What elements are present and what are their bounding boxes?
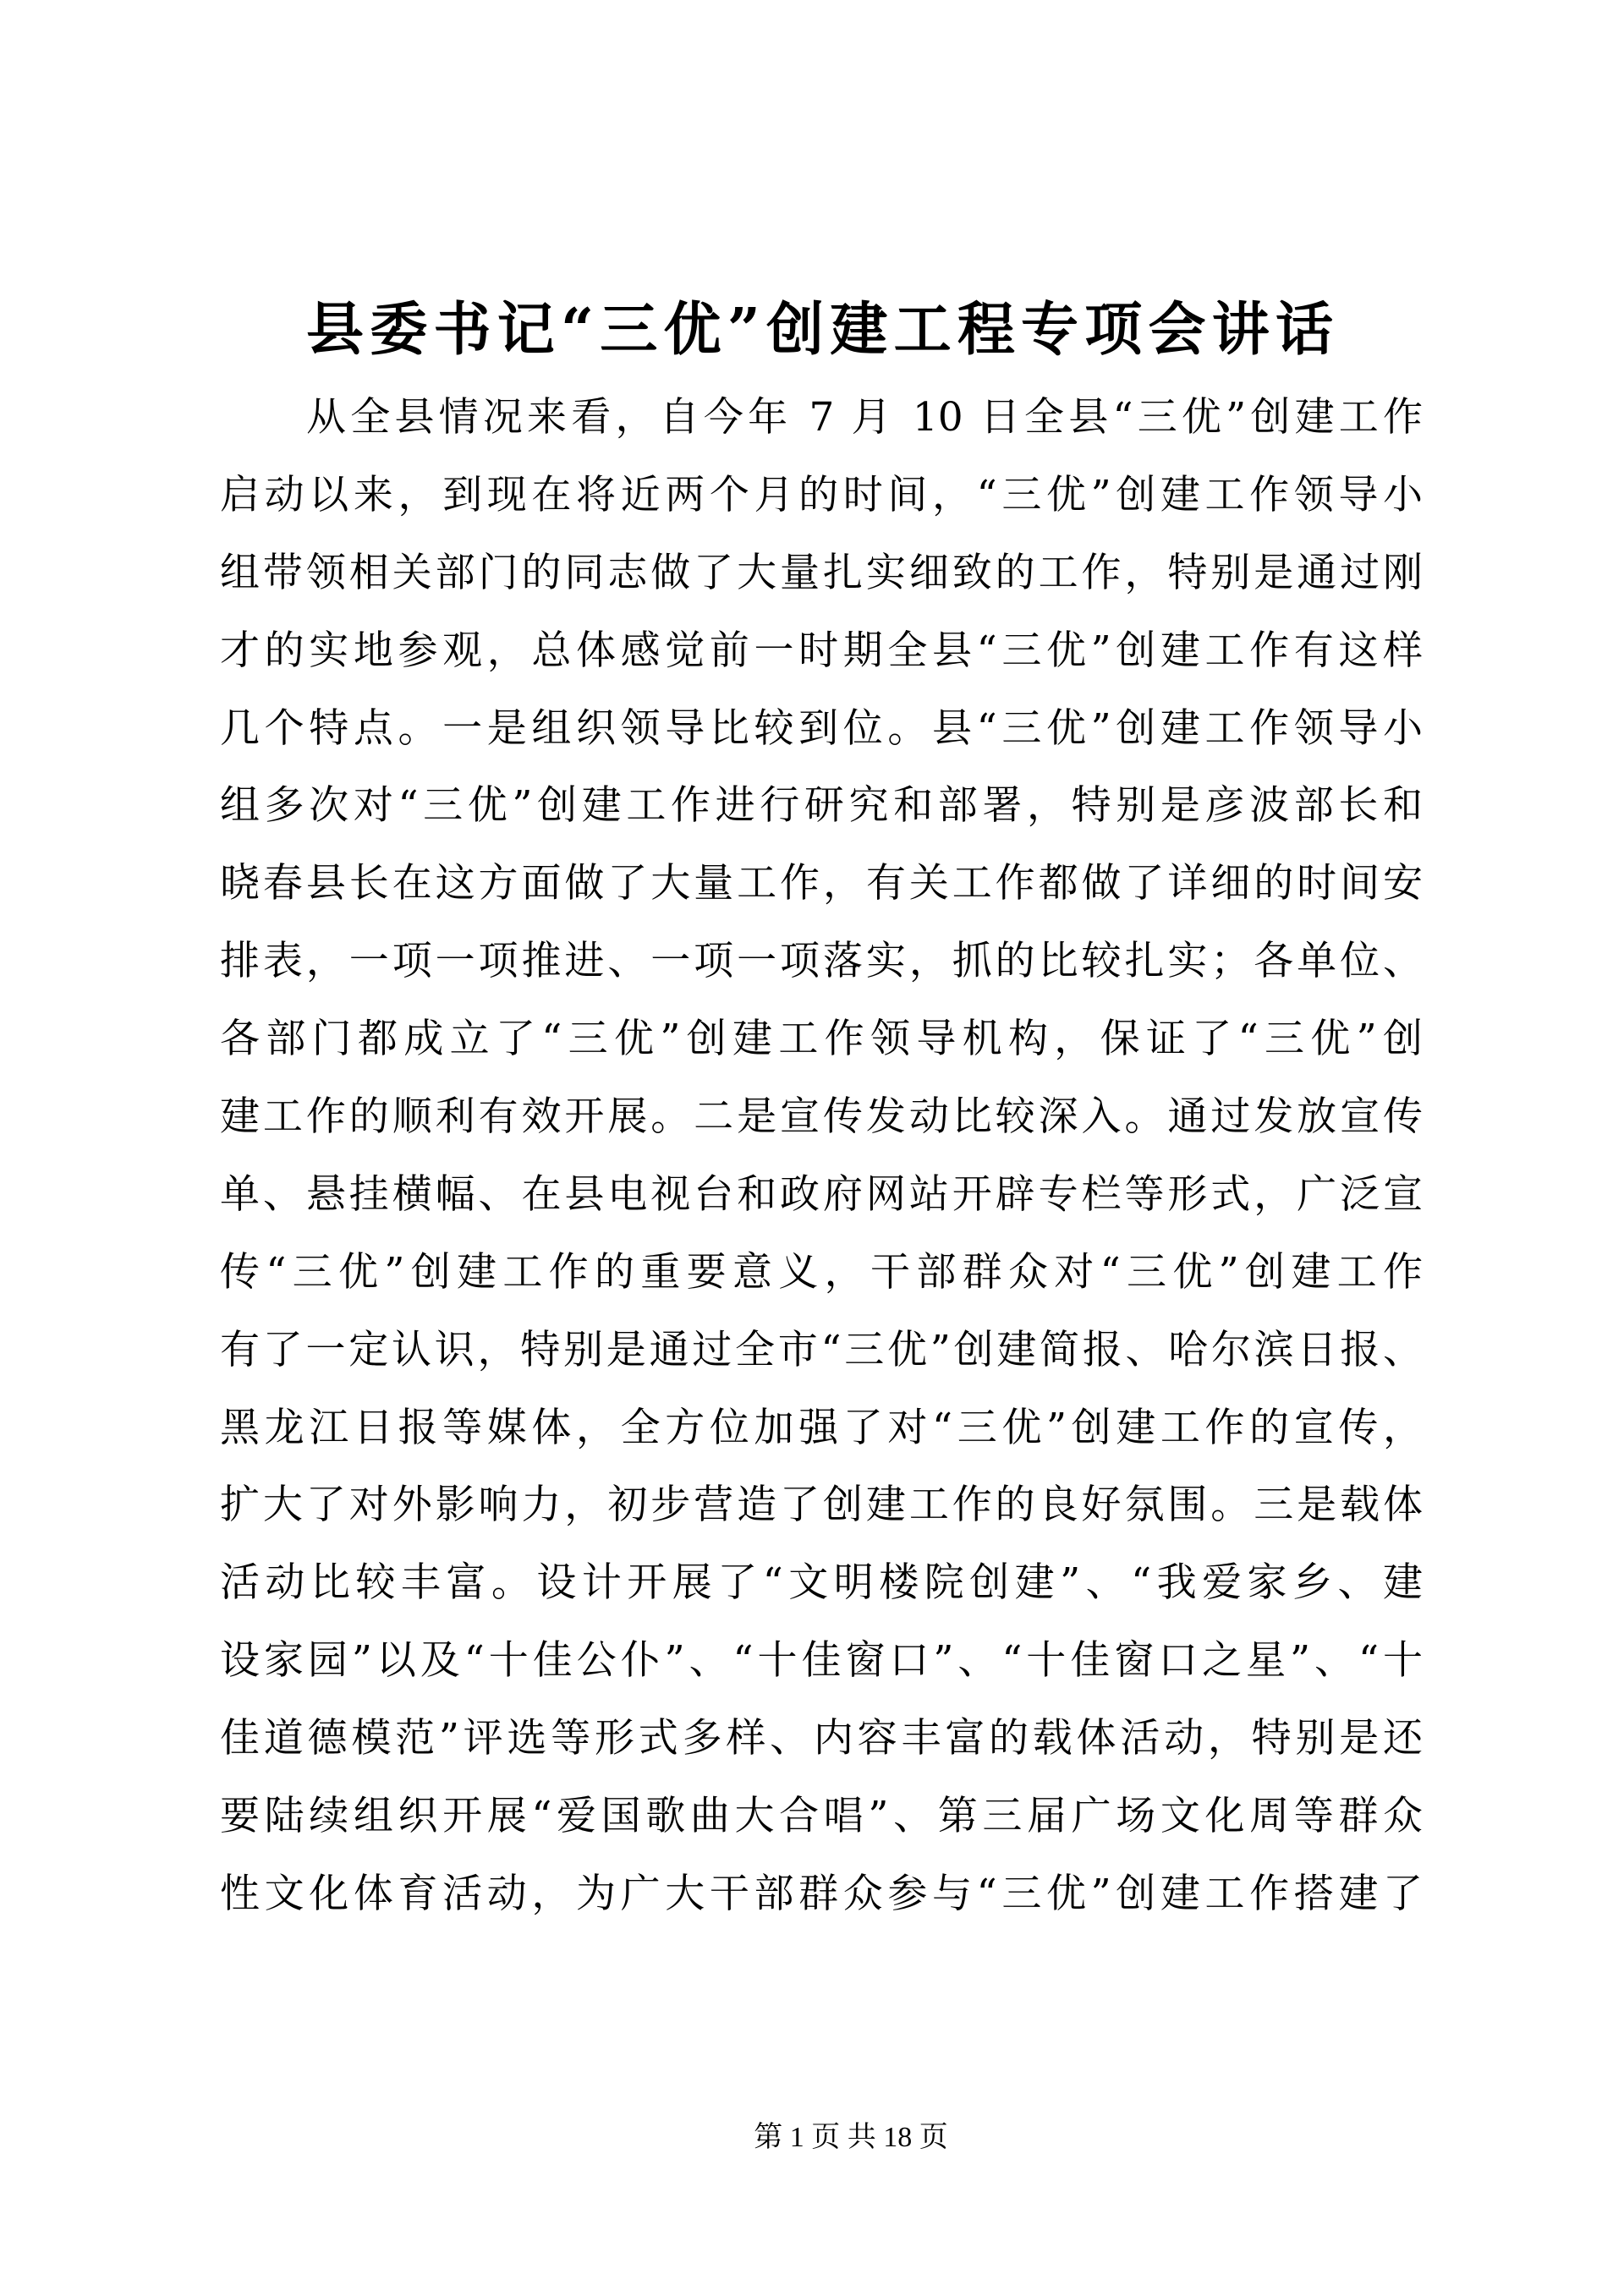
- body-line: 设家园”以及“十佳公仆”、“十佳窗口”、“十佳窗口之星”、“十: [220, 1637, 1423, 1685]
- body-line: 建工作的顺利有效开展。二是宣传发动比较深入。通过发放宣传: [220, 1093, 1423, 1141]
- body-line: 各部门都成立了“三优”创建工作领导机构，保证了“三优”创: [220, 1016, 1423, 1063]
- document-title: 县委书记“三优”创建工程专项会讲话: [306, 296, 1333, 364]
- body-line: 从全县情况来看，自今年 7 月 10 日全县“三优”创建工作: [306, 394, 1423, 441]
- body-paragraph: [220, 391, 1423, 1945]
- body-line: 黑龙江日报等媒体，全方位加强了对“三优”创建工作的宣传，: [220, 1404, 1423, 1451]
- body-line: 排表，一项一项推进、一项一项落实，抓的比较扎实；各单位、: [220, 938, 1423, 985]
- body-line: 单、悬挂横幅、在县电视台和政府网站开辟专栏等形式，广泛宣: [220, 1170, 1423, 1218]
- body-line: 启动以来，到现在将近两个月的时间，“三优”创建工作领导小: [220, 471, 1423, 518]
- body-line: 扩大了对外影响力，初步营造了创建工作的良好氛围。三是载体: [220, 1482, 1423, 1529]
- body-line: 几个特点。一是组织领导比较到位。县“三优”创建工作领导小: [220, 704, 1423, 752]
- page-number-footer: 第 1 页 共 18 页: [754, 2122, 948, 2153]
- body-line: 有了一定认识，特别是通过全市“三优”创建简报、哈尔滨日报、: [220, 1326, 1423, 1373]
- body-line: 传“三优”创建工作的重要意义，干部群众对“三优”创建工作: [220, 1248, 1423, 1296]
- body-line: 活动比较丰富。设计开展了“文明楼院创建”、“我爱家乡、建: [220, 1559, 1423, 1607]
- body-line: 佳道德模范”评选等形式多样、内容丰富的载体活动，特别是还: [220, 1715, 1423, 1762]
- body-line: 组带领相关部门的同志做了大量扎实细致的工作，特别是通过刚: [220, 549, 1423, 596]
- body-line: 晓春县长在这方面做了大量工作，有关工作都做了详细的时间安: [220, 860, 1423, 907]
- body-line: 才的实地参观，总体感觉前一时期全县“三优”创建工作有这样: [220, 627, 1423, 674]
- body-line: 要陆续组织开展“爱国歌曲大合唱”、第三届广场文化周等群众: [220, 1793, 1423, 1840]
- body-line: 组多次对“三优”创建工作进行研究和部署，特别是彦波部长和: [220, 782, 1423, 830]
- body-line: 性文化体育活动，为广大干部群众参与“三优”创建工作搭建了: [220, 1870, 1423, 1917]
